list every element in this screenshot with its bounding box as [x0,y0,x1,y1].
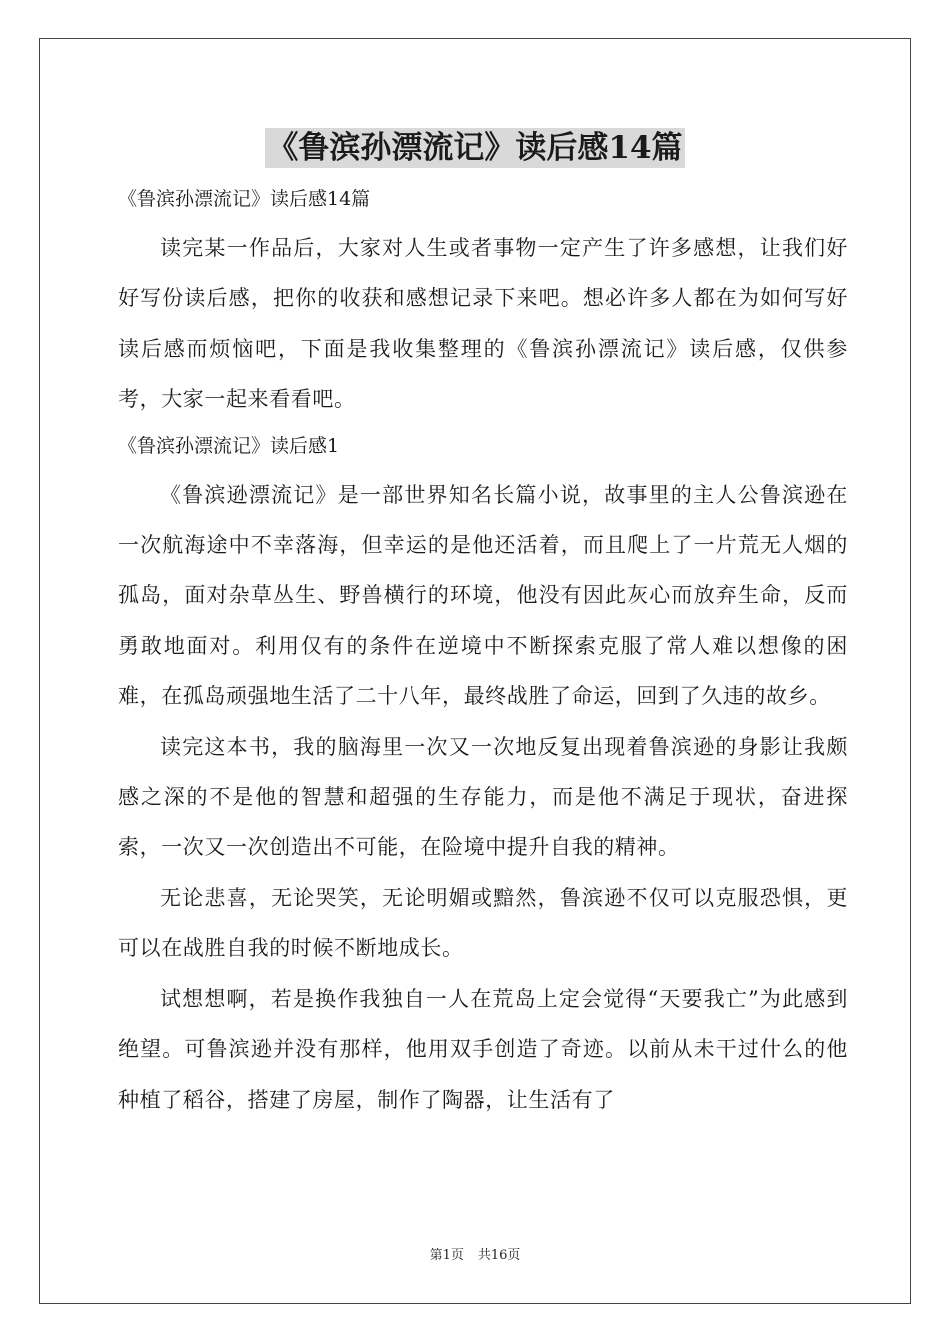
document-body [118,178,848,1125]
body-paragraph: 无论悲喜，无论哭笑，无论明媚或黯然，鲁滨逊不仅可以克服恐惧，更可以在战胜自我的时候不断地成长。 [118,885,848,961]
page-number-total: 共16页 [477,1248,521,1263]
document-title: 《鲁滨孙漂流记》读后感14篇 [267,130,683,166]
document-subtitle: 《鲁滨孙漂流记》读后感14篇 [118,188,371,210]
title-container [0,128,950,168]
intro-paragraph: 读完某一作品后，大家对人生或者事物一定产生了许多感想，让我们好好写份读后感，把你的收获和感想记录下来吧。想必许多人都在为如何写好读后感而烦恼吧，下面是我收集整理的《鲁滨孙漂流记》读后感，仅供参考，大家一起来看看吧。 [118,236,848,412]
page-number-current: 第1页 [429,1248,464,1263]
section-heading: 《鲁滨孙漂流记》读后感1 [118,434,340,457]
page-footer [0,1247,950,1265]
body-paragraph: 读完这本书，我的脑海里一次又一次地反复出现着鲁滨逊的身影让我颇感之深的不是他的智慧和超强的生存能力，而是他不满足于现状，奋进探索，一次又一次创造出不可能，在险境中提升自我的精神。 [118,734,848,860]
body-paragraph: 《鲁滨逊漂流记》是一部世界知名长篇小说，故事里的主人公鲁滨逊在一次航海途中不幸落海，但幸运的是他还活着，而且爬上了一片荒无人烟的孤岛，面对杂草丛生、野兽横行的环境，他没有因此灰心而放弃生命，反而勇敢地面对。利用仅有的条件在逆境中不断探索克服了常人难以想像的困难，在孤岛顽强地生活了二十八年，最终战胜了命运，回到了久违的故乡。 [118,482,848,709]
body-paragraph: 试想想啊，若是换作我独自一人在荒岛上定会觉得“天要我亡”为此感到绝望。可鲁滨逊并没有那样，他用双手创造了奇迹。以前从未干过什么的他种植了稻谷，搭建了房屋，制作了陶器，让生活有了 [118,986,848,1112]
